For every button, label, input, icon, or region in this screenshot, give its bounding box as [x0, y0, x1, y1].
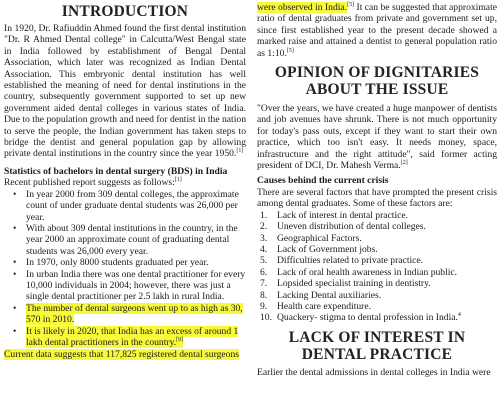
intro-ref: [1]	[236, 148, 244, 155]
current-data-line	[4, 349, 246, 360]
list-item: 4. Lack of Government jobs.	[260, 243, 378, 255]
ref: [9]	[176, 336, 184, 343]
lack-of-interest-heading: LACK OF INTEREST IN DENTAL PRACTICE	[288, 328, 466, 363]
continuation-paragraph	[257, 2, 497, 59]
intro-text: In 1920, Dr. Rafiuddin Ahmed found the first dental institution "Dr. R Ahmed Dental college" in Calcutta/West Bengal state in India followed by establishment of Bengal Dental Association, which later was recognized as Indian Dental Association. This embryonic dental institution has well established the meaning of need for dental institutions in the country, subsequently government supported to set up new government aided dental colleges in various states of India. Due to the population growth and need for dentist in the nation to serve the people, the Indian government has taken steps to bridge the dentist and general population gap by allowing private dental institutions in the country since the year 1950.	[4, 23, 246, 160]
ref: 4	[457, 312, 461, 319]
stats-lead-text: Recent published report suggests as follows:	[4, 177, 175, 189]
stats-heading: Statistics of bachelors in dental surgery (BDS) in India	[4, 165, 228, 177]
list-item: 5. Difficulties related to private practice.	[260, 255, 424, 267]
introduction-paragraph	[4, 23, 246, 160]
final-line: Earlier the dental admissions in dental colleges in India were	[257, 366, 491, 378]
opinion-heading: OPINION OF DIGNITARIES ABOUT THE ISSUE	[274, 64, 480, 99]
causes-intro: There are several factors that have prompted the present crisis among dental graduates. Some of these factors are:	[257, 186, 497, 210]
causes-heading: Causes behind the current crisis	[257, 175, 389, 187]
right-column	[257, 0, 497, 378]
left-column	[4, 0, 246, 361]
list-item: • In 1970, only 8000 students graduated per year.	[26, 257, 246, 268]
list-item: • In urban India there was one dental practitioner for every 10,000 individuals in 2004; however, there was just a single dental practitioner per 2.5 lakh in rural India.	[26, 269, 246, 303]
list-item: 10. Quackery- stigma to dental profession in India.$^4$	[260, 312, 461, 324]
causes-list	[257, 210, 497, 324]
list-item: • With about 309 dental institutions in the country, in the year 2000 an approximate count of graduating dental students was 26,000 every year.	[26, 223, 246, 257]
continuation-text: It can be suggested that approximate ratio of dental graduates from private and government set up, since first established year to the present decade showed a marked raise and attained a dentist to general population ratio as 1:10.	[257, 2, 497, 59]
ref: [5]	[286, 47, 294, 54]
stats-lead-ref: [1]	[174, 177, 182, 184]
highlight: The number of dental surgeons went up to as high as 30, 570 in 2010.	[26, 302, 243, 326]
list-item: • In year 2000 from 309 dental colleges, the approximate count of under graduate dental students was 26,000 per year.	[26, 189, 246, 223]
list-item-highlighted	[26, 303, 246, 326]
list-item: 9. Health care expenditure.	[260, 300, 372, 312]
quote-text: "Over the years, we have created a huge manpower of dentists and job avenues have shrunk. There is not much opportunity for today's pass outs, except if they want to start their own practice, which too isn't easy. It needs money, space, infrastructure and the right attitude", said former acting president of DCI, Dr. Mahesh Verma.	[257, 103, 497, 172]
highlight: were observed in India.	[257, 2, 348, 13]
ref: [2]	[400, 160, 408, 167]
list-item: 3. Geographical Factors.	[260, 232, 362, 244]
list-item: 2. Uneven distribution of dental colleges.	[260, 221, 426, 233]
stats-list	[4, 189, 246, 349]
list-item: 7. Lopsided specialist training in dentistry.	[260, 278, 431, 290]
highlight: It is likely in 2020, that India has an excess of around 1 lakh dental practitioners in the country.[9]	[26, 325, 239, 348]
list-item: 1. Lack of interest in dental practice.	[260, 209, 409, 221]
stats-lead	[4, 177, 246, 188]
highlight: Current data suggests that 117,825 registered dental surgeons	[4, 349, 239, 361]
introduction-heading: INTRODUCTION	[61, 3, 189, 20]
list-item-highlighted	[26, 326, 246, 349]
ref: [5]	[347, 2, 355, 8]
list-item: 8. Lacking Dental auxiliaries.	[260, 289, 382, 301]
quote-paragraph	[257, 103, 497, 171]
list-item: 6. Lack of oral health awareness in Indian public.	[260, 266, 458, 278]
